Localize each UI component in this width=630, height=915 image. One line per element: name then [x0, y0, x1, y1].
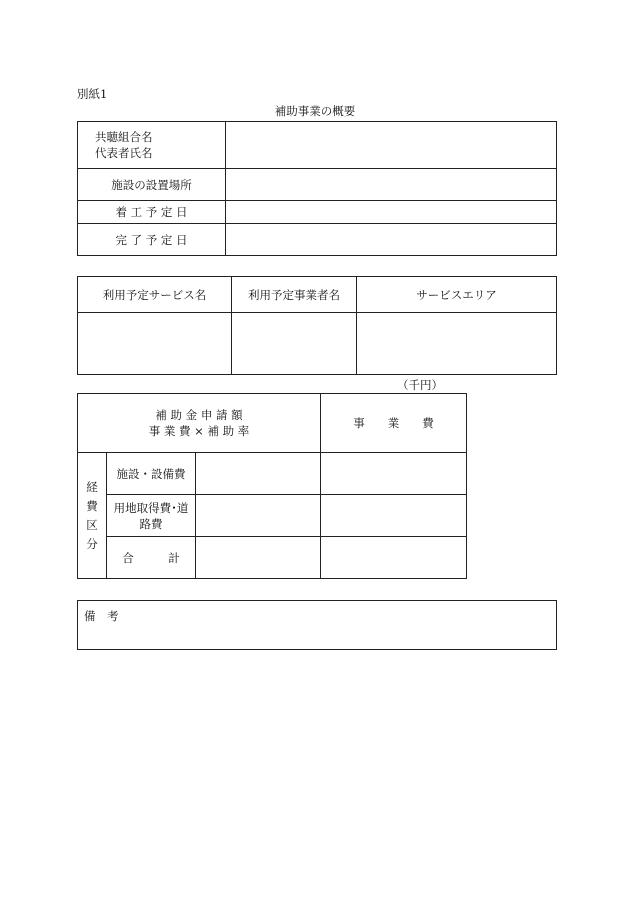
table-row	[78, 122, 557, 169]
land-road-cost-label	[107, 495, 196, 537]
start-date-field[interactable]	[226, 201, 557, 224]
table-header-row	[78, 394, 467, 453]
total-cost-field[interactable]	[321, 537, 467, 579]
service-table	[77, 276, 557, 375]
expense-table	[77, 393, 467, 579]
table-header-row	[78, 277, 557, 313]
service-name-header: 利用予定サービス名	[78, 277, 232, 313]
attachment-label: 別紙1	[77, 87, 108, 101]
category-char: 区	[86, 517, 98, 532]
category-char: 経	[86, 479, 98, 494]
expense-category-label	[78, 453, 107, 579]
category-char: 分	[86, 536, 98, 551]
start-date-label: 着 工 予 定 日	[78, 201, 226, 224]
representative-name-label: 代表者氏名	[95, 146, 153, 160]
document-title: 補助事業の概要	[274, 104, 356, 118]
table-row	[78, 601, 557, 650]
table-row	[78, 453, 467, 495]
table-row	[78, 313, 557, 375]
facility-cost-field[interactable]	[321, 453, 467, 495]
subsidy-amount-header	[78, 394, 321, 453]
table-row	[78, 495, 467, 537]
installation-location-field[interactable]	[226, 169, 557, 201]
category-char: 費	[86, 498, 98, 513]
remarks-field[interactable]	[78, 601, 557, 650]
installation-location-label: 施設の設置場所	[78, 169, 226, 201]
service-area-header: サービスエリア	[357, 277, 557, 313]
completion-date-field[interactable]	[226, 224, 557, 256]
land-road-cost-label-line2: 路費	[139, 516, 163, 531]
land-road-cost-field[interactable]	[321, 495, 467, 537]
subsidy-amount-header-line2: 事 業 費 × 補 助 率	[148, 424, 250, 438]
facility-cost-label: 施設・設備費	[107, 453, 196, 495]
remarks-label: 備 考	[84, 609, 119, 623]
union-name-label-cell	[78, 122, 226, 169]
unit-label: （千円）	[397, 378, 443, 392]
overview-table	[77, 121, 557, 256]
subsidy-amount-header-line1: 補 助 金 申 請 額	[155, 408, 243, 422]
provider-name-header: 利用予定事業者名	[232, 277, 357, 313]
project-cost-header: 事 業 費	[321, 394, 467, 453]
table-row	[78, 224, 557, 256]
union-name-field[interactable]	[226, 122, 557, 169]
service-name-field[interactable]	[78, 313, 232, 375]
land-road-cost-label-line1: 用地取得費･道	[113, 500, 189, 515]
provider-name-field[interactable]	[232, 313, 357, 375]
table-row	[78, 169, 557, 201]
total-amount-field[interactable]	[196, 537, 321, 579]
completion-date-label: 完 了 予 定 日	[78, 224, 226, 256]
total-label: 合 計	[107, 537, 196, 579]
service-area-field[interactable]	[357, 313, 557, 375]
facility-cost-amount-field[interactable]	[196, 453, 321, 495]
remarks-table	[77, 600, 557, 650]
table-row	[78, 201, 557, 224]
land-road-amount-field[interactable]	[196, 495, 321, 537]
union-name-label: 共聴組合名	[95, 130, 153, 144]
table-row	[78, 537, 467, 579]
